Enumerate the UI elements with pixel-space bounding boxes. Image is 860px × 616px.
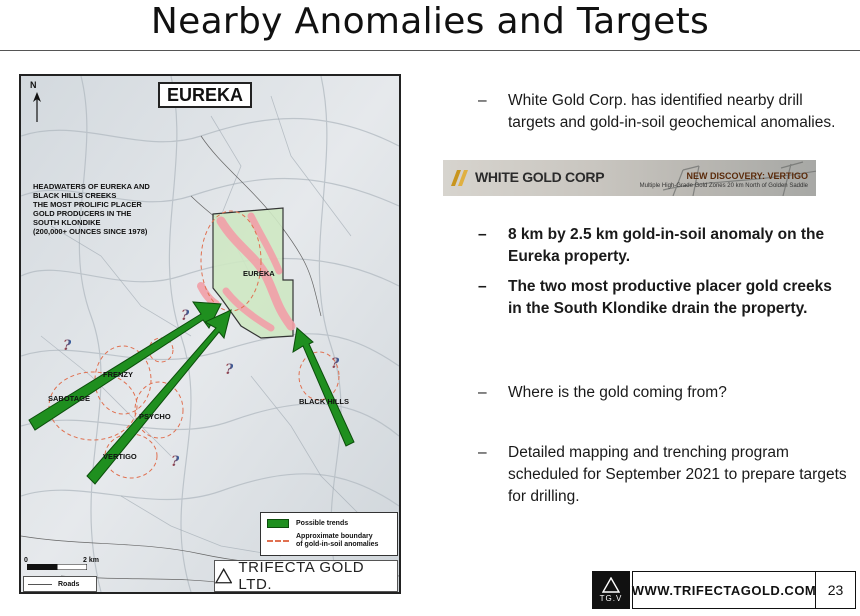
label-sabotage: SABOTAGE xyxy=(48,394,90,403)
legend-anomaly-boundary xyxy=(267,533,378,549)
bullet-item xyxy=(478,276,848,320)
trifecta-logo xyxy=(214,560,398,592)
eureka-map xyxy=(19,74,401,594)
bullet-text: Detailed mapping and trenching program scheduled for September 2021 to prepare targets for drilling. xyxy=(508,444,847,505)
bullet-item xyxy=(478,442,848,508)
north-label: N xyxy=(30,80,37,90)
roads-label: Roads xyxy=(58,580,80,588)
label-frenzy: FRENZY xyxy=(103,370,133,379)
slide-title: Nearby Anomalies and Targets xyxy=(150,1,710,42)
bullet-item xyxy=(478,224,848,268)
map-note-headwaters: HEADWATERS OF EUREKA AND BLACK HILLS CREEKS THE MOST PROLIFIC PLACER GOLD PRODUCERS IN THE SOUTH KLONDIKE (200,000+ OUNCES SINCE 1978) xyxy=(33,182,150,236)
bullet-dash: – xyxy=(478,226,487,243)
question-mark-icon: ? xyxy=(331,356,340,372)
label-vertigo: VERTIGO xyxy=(103,452,137,461)
triangle-logo-icon xyxy=(602,577,620,593)
label-eureka: EUREKA xyxy=(243,269,275,278)
triangle-logo-icon xyxy=(215,568,232,584)
bullet-text: Where is the gold coming from? xyxy=(508,384,727,401)
question-mark-icon: ? xyxy=(181,308,190,324)
legend-trends-label: Possible trends xyxy=(296,519,349,527)
roads-legend xyxy=(23,576,97,592)
footer-url[interactable]: WWW.TRIFECTAGOLD.COM xyxy=(632,571,816,609)
logo-text: TRIFECTA GOLD LTD. xyxy=(238,559,365,593)
legend-possible-trends xyxy=(267,519,348,528)
bullet-dash: – xyxy=(478,444,487,461)
map-title: EUREKA xyxy=(158,82,252,108)
road-swatch xyxy=(28,584,52,585)
question-mark-icon: ? xyxy=(63,338,72,354)
bullet-dash: – xyxy=(478,384,487,401)
bullet-text: The two most productive placer gold creeks in the South Klondike drain the property. xyxy=(508,278,832,317)
banner-headline: NEW DISCOVERY: VERTIGO xyxy=(686,171,808,181)
title-divider xyxy=(0,50,860,51)
map-legend xyxy=(260,512,398,556)
white-gold-banner xyxy=(443,160,816,196)
scale-bar xyxy=(27,564,87,570)
bullet-item xyxy=(478,90,848,134)
bullet-text: 8 km by 2.5 km gold-in-soil anomaly on the Eureka property. xyxy=(508,226,825,265)
scale-label-zero: 0 xyxy=(24,557,28,564)
label-psycho: PSYCHO xyxy=(139,412,171,421)
bullet-dash: – xyxy=(478,278,487,295)
banner-brand: WHITE GOLD CORP xyxy=(475,169,605,185)
question-mark-icon: ? xyxy=(171,454,180,470)
question-mark-icon: ? xyxy=(225,362,234,378)
white-gold-logo-icon xyxy=(451,170,471,186)
label-black-hills: BLACK HILLS xyxy=(299,397,349,406)
trend-swatch xyxy=(267,519,289,528)
bullet-item xyxy=(478,382,848,404)
boundary-swatch xyxy=(267,540,289,542)
scale-label-two: 2 km xyxy=(83,557,99,564)
legend-boundary-label: Approximate boundary of gold-in-soil anomalies xyxy=(296,533,379,548)
tgv-logo xyxy=(592,571,630,609)
footer-logo-text: TG.V xyxy=(599,594,623,603)
banner-subline: Multiple High-Grade Gold Zones 20 km North of Golden Saddle xyxy=(639,183,808,189)
page-number: 23 xyxy=(816,571,856,609)
bullet-dash: – xyxy=(478,92,487,109)
bullet-text: White Gold Corp. has identified nearby drill targets and gold-in-soil geochemical anomalies. xyxy=(508,92,836,131)
